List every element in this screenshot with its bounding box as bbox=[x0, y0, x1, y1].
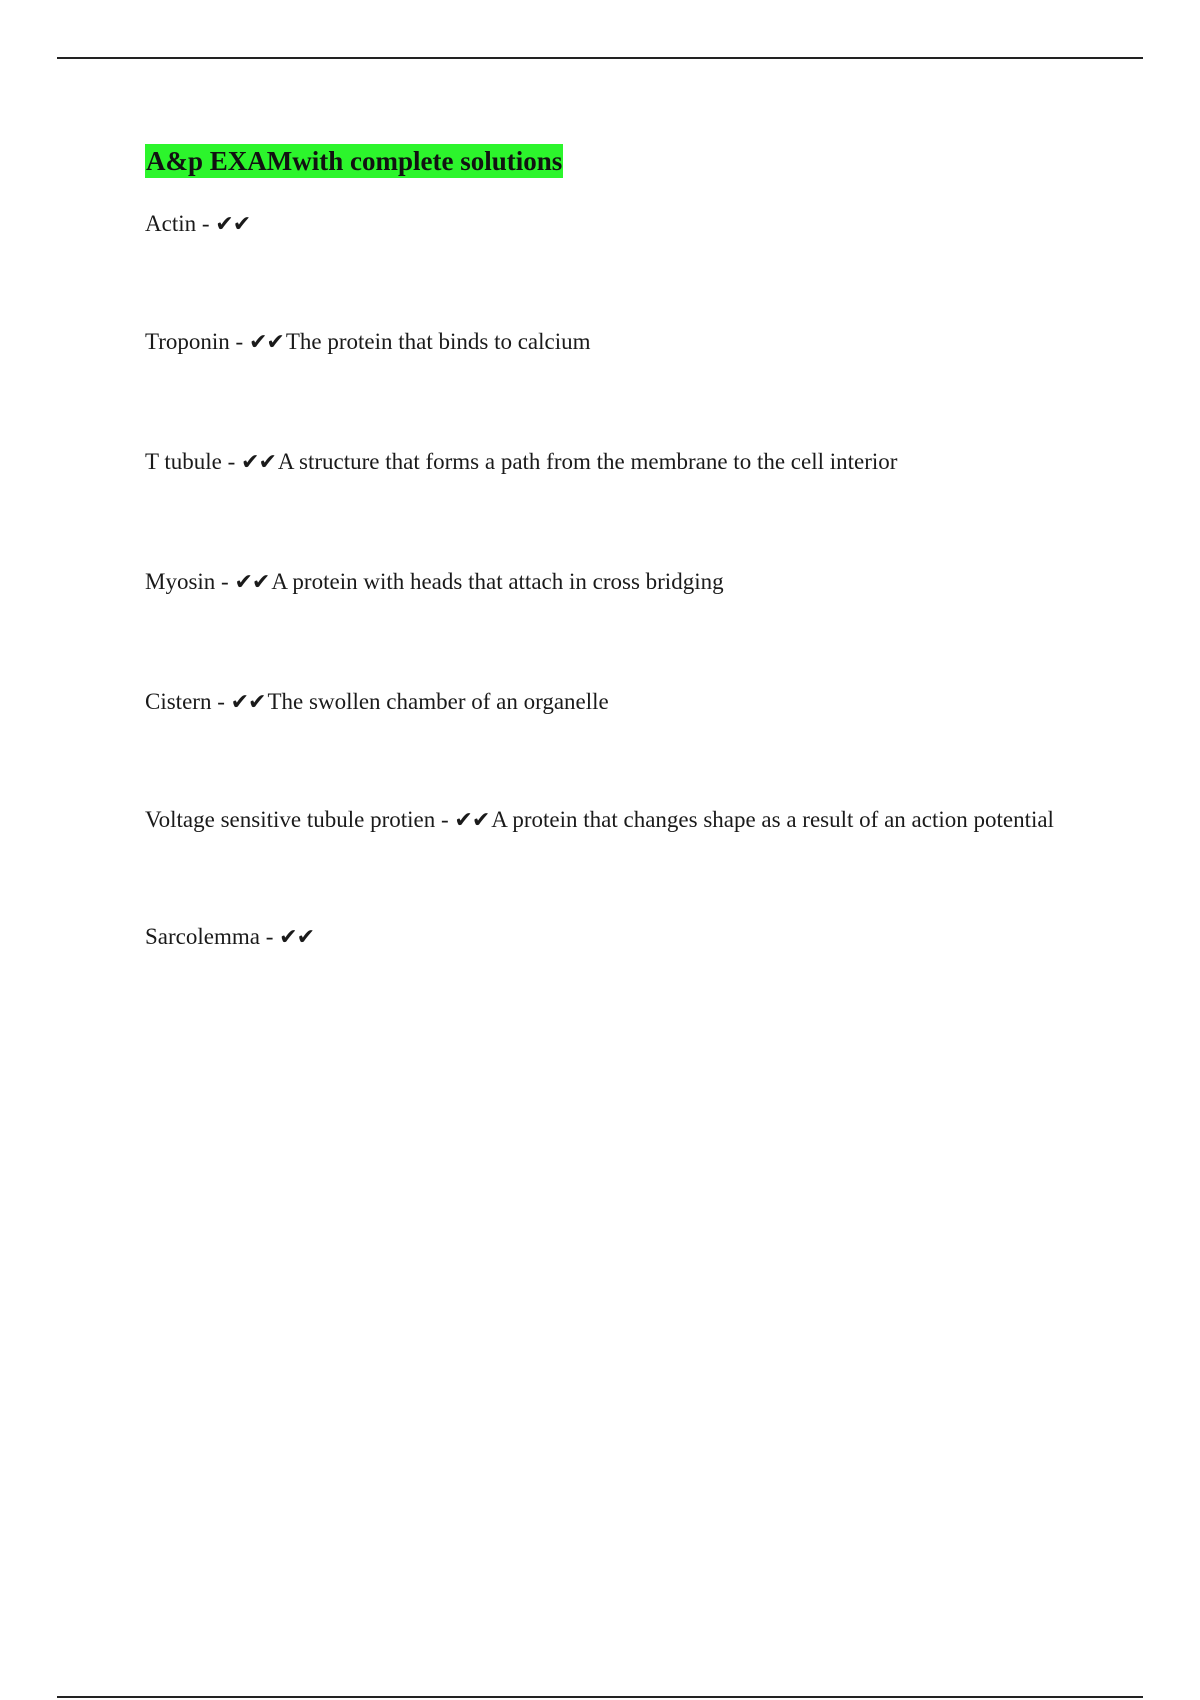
entry-term: Myosin bbox=[145, 569, 216, 594]
document-body bbox=[145, 144, 1080, 968]
entry-term: Cistern bbox=[145, 689, 212, 714]
check-icon: ✔✔ bbox=[230, 690, 266, 715]
entry-term: Actin bbox=[145, 211, 197, 236]
entry-term: Troponin bbox=[145, 329, 230, 354]
entry-definition: The swollen chamber of an organelle bbox=[267, 689, 609, 714]
flashcard-entry: Myosin - ✔✔A protein with heads that attach in cross bridging bbox=[145, 569, 724, 595]
entry-term: T tubule bbox=[145, 449, 222, 474]
flashcard-entry: T tubule - ✔✔A structure that forms a path from the membrane to the cell interior bbox=[145, 449, 898, 475]
check-icon: ✔✔ bbox=[279, 925, 315, 950]
document-title: A&p EXAMwith complete solutions bbox=[146, 146, 563, 176]
entry-definition: The protein that binds to calcium bbox=[285, 329, 591, 354]
header-rule bbox=[57, 57, 1143, 59]
entry-definition: A protein that changes shape as a result of an action potential bbox=[491, 807, 1054, 832]
entry-definition: A protein with heads that attach in cross bridging bbox=[271, 569, 724, 594]
flashcard-entry: Actin - ✔✔ bbox=[145, 211, 251, 237]
entry-term: Sarcolemma bbox=[145, 924, 260, 949]
flashcard-entry: Troponin - ✔✔The protein that binds to calcium bbox=[145, 329, 591, 355]
flashcard-entry: Voltage sensitive tubule protien - ✔✔A protein that changes shape as a result of an action potential bbox=[145, 807, 1054, 833]
flashcard-entry: Cistern - ✔✔The swollen chamber of an organelle bbox=[145, 689, 609, 715]
check-icon: ✔✔ bbox=[241, 450, 276, 475]
entry-definition: A structure that forms a path from the membrane to the cell interior bbox=[277, 449, 898, 474]
check-icon: ✔✔ bbox=[234, 570, 270, 595]
flashcard-list bbox=[145, 194, 1080, 968]
footer-rule bbox=[57, 1696, 1143, 1698]
entry-term: Voltage sensitive tubule protien bbox=[145, 807, 436, 832]
check-icon: ✔✔ bbox=[215, 212, 251, 237]
check-icon: ✔✔ bbox=[454, 808, 490, 833]
check-icon: ✔✔ bbox=[248, 330, 284, 355]
flashcard-entry: Sarcolemma - ✔✔ bbox=[145, 924, 315, 950]
